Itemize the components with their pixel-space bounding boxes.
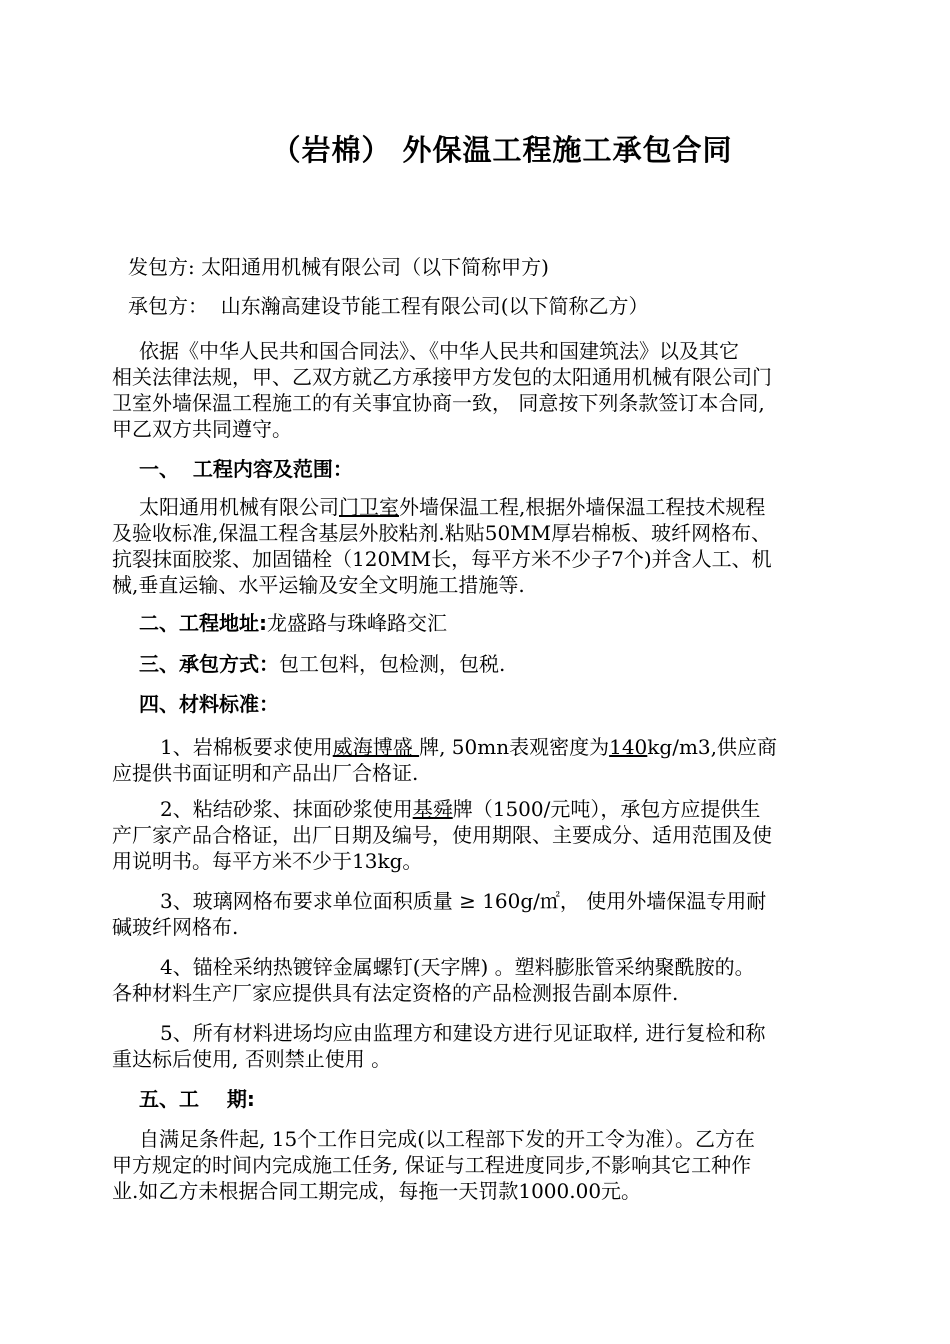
section-3-heading: 三、承包方式： — [139, 652, 279, 676]
underlined-density: 140 — [609, 735, 648, 759]
underlined-brand: 威海博盛 — [332, 735, 420, 759]
employer-line — [128, 254, 868, 280]
preamble-line: 卫室外墙保温工程施工的有关事宜协商一致， 同意按下列条款签订本合同, — [112, 391, 765, 415]
section-2-heading: 二、工程地址: — [139, 611, 267, 635]
section-1-line: 械,垂直运输、水平运输及安全文明施工措施等. — [112, 573, 525, 597]
employer-value: 太阳通用机械有限公司（以下简称甲方) — [201, 255, 549, 279]
contractor-value: 山东瀚高建设节能工程有限公司(以下简称乙方） — [220, 294, 649, 318]
section-1-heading: 一、 工程内容及范围： — [139, 457, 353, 481]
document-title: （岩棉） 外保温工程施工承包合同 — [271, 133, 733, 167]
section-2 — [139, 610, 447, 636]
contractor-line — [128, 293, 868, 319]
section-1-line: 太阳通用机械有限公司门卫室外墙保温工程,根据外墙保温工程技术规程 — [139, 495, 766, 519]
contractor-label: 承包方： — [128, 294, 208, 318]
preamble-line: 甲乙双方共同遵守。 — [112, 417, 292, 441]
preamble-line: 依据《中华人民共和国合同法》、《中华人民共和国建筑法》以及其它 — [139, 339, 739, 363]
section-1-line: 抗裂抹面胶浆、加固锚栓（120MM长，每平方米不少子7个)并含人工、机 — [112, 547, 772, 571]
underlined-building: 门卫室 — [339, 495, 399, 519]
employer-label: 发包方: — [128, 255, 195, 279]
section-3 — [139, 651, 505, 677]
section-3-value: 包工包料，包检测，包税. — [279, 652, 506, 676]
section-4-heading: 四、材料标准： — [139, 692, 279, 716]
preamble-line: 相关法律法规，甲、乙双方就乙方承接甲方发包的太阳通用机械有限公司门 — [112, 365, 772, 389]
section-1-line: 及验收标准,保温工程含基层外胶粘剂.粘贴50MM厚岩棉板、玻纤网格布、 — [112, 521, 772, 545]
section-2-value: 龙盛路与珠峰路交汇 — [267, 611, 447, 635]
underlined-brand: 基舜 — [412, 797, 453, 821]
section-5-heading: 五、工 期: — [139, 1087, 255, 1111]
